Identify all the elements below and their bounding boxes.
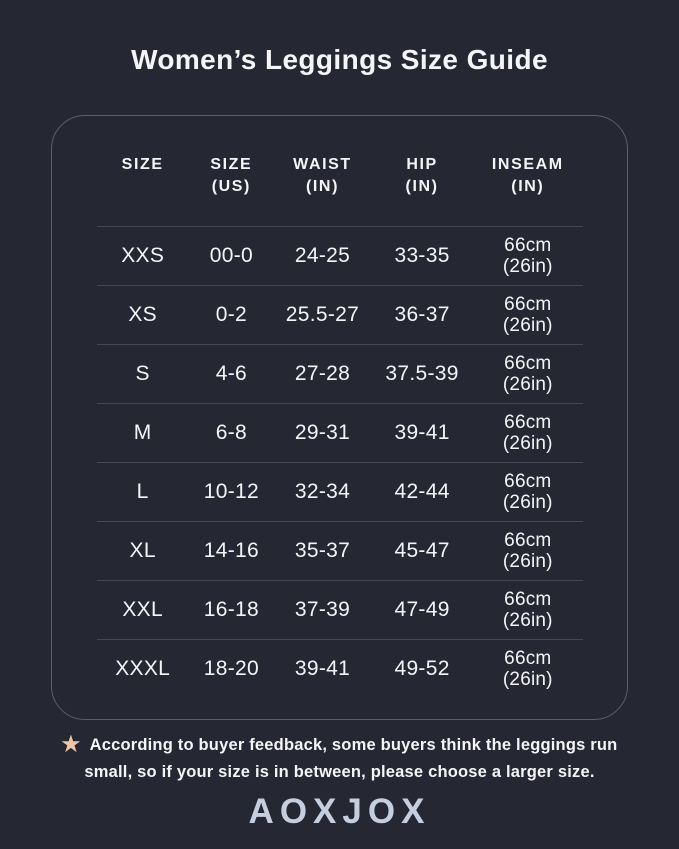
cell-size: XXL — [97, 581, 189, 640]
cell-waist: 24-25 — [274, 227, 371, 286]
cell-size-us: 6-8 — [189, 404, 274, 463]
inseam-cm: 66cm — [504, 471, 552, 492]
cell-size-us: 16-18 — [189, 581, 274, 640]
inseam-in: (26in) — [502, 374, 553, 395]
cell-inseam — [473, 522, 582, 581]
inseam-in: (26in) — [502, 551, 553, 572]
cell-hip: 49-52 — [371, 640, 473, 699]
cell-inseam — [473, 463, 582, 522]
size-table-card — [51, 115, 628, 720]
cell-waist: 37-39 — [274, 581, 371, 640]
column-header-hip — [371, 154, 473, 227]
column-header-size — [97, 154, 189, 227]
inseam-in: (26in) — [502, 669, 553, 690]
inseam-in: (26in) — [502, 492, 553, 513]
cell-hip: 39-41 — [371, 404, 473, 463]
cell-size: S — [97, 345, 189, 404]
table-row-s — [97, 345, 583, 404]
star-icon: ★ — [61, 733, 81, 756]
column-header-line1: SIZE — [210, 156, 253, 173]
column-header-line1: HIP — [406, 156, 438, 173]
inseam-cm: 66cm — [504, 353, 552, 374]
note-text-line2: small, so if your size is in between, please choose a larger size. — [84, 763, 595, 781]
table-row-xxs — [97, 227, 583, 286]
inseam-in: (26in) — [502, 315, 553, 336]
cell-size: L — [97, 463, 189, 522]
cell-inseam — [473, 404, 582, 463]
cell-size-us: 00-0 — [189, 227, 274, 286]
column-header-line1: WAIST — [293, 156, 352, 173]
inseam-cm: 66cm — [504, 294, 552, 315]
cell-size-us: 0-2 — [189, 286, 274, 345]
brand-logo: AOXJOX — [248, 792, 431, 831]
inseam-cm: 66cm — [504, 648, 552, 669]
cell-hip: 33-35 — [371, 227, 473, 286]
cell-hip: 45-47 — [371, 522, 473, 581]
page-title: Women’s Leggings Size Guide — [131, 44, 548, 75]
cell-waist: 32-34 — [274, 463, 371, 522]
cell-size-us: 14-16 — [189, 522, 274, 581]
table-row-xl — [97, 522, 583, 581]
cell-waist: 25.5-27 — [274, 286, 371, 345]
inseam-in: (26in) — [502, 610, 553, 631]
cell-size: XXXL — [97, 640, 189, 699]
cell-size-us: 18-20 — [189, 640, 274, 699]
column-header-line2: (IN) — [511, 178, 545, 195]
cell-size: XL — [97, 522, 189, 581]
cell-size-us: 10-12 — [189, 463, 274, 522]
cell-size-us: 4-6 — [189, 345, 274, 404]
cell-waist: 39-41 — [274, 640, 371, 699]
note-line-1 — [0, 731, 679, 759]
cell-inseam — [473, 227, 582, 286]
cell-hip: 37.5-39 — [371, 345, 473, 404]
cell-inseam — [473, 581, 582, 640]
column-header-line2: (IN) — [405, 178, 439, 195]
table-row-xxl — [97, 581, 583, 640]
table-row-xxxl — [97, 640, 583, 699]
column-header-line1: INSEAM — [491, 156, 564, 173]
table-row-l — [97, 463, 583, 522]
column-header-size-us — [189, 154, 274, 227]
cell-waist: 35-37 — [274, 522, 371, 581]
cell-hip: 42-44 — [371, 463, 473, 522]
cell-size: M — [97, 404, 189, 463]
column-header-line2 — [97, 176, 189, 198]
table-row-m — [97, 404, 583, 463]
column-header-line2: (IN) — [305, 178, 339, 195]
size-table — [97, 154, 583, 698]
inseam-cm: 66cm — [504, 530, 552, 551]
column-header-line1: SIZE — [121, 156, 164, 173]
cell-hip: 36-37 — [371, 286, 473, 345]
column-header-line2: (US) — [211, 178, 251, 195]
inseam-cm: 66cm — [504, 235, 552, 256]
cell-inseam — [473, 640, 582, 699]
note-text-line1: According to buyer feedback, some buyers think the leggings run — [89, 736, 618, 754]
cell-inseam — [473, 345, 582, 404]
table-row-xs — [97, 286, 583, 345]
table-header-row — [97, 154, 583, 227]
cell-size: XS — [97, 286, 189, 345]
cell-size: XXS — [97, 227, 189, 286]
cell-hip: 47-49 — [371, 581, 473, 640]
inseam-cm: 66cm — [504, 589, 552, 610]
inseam-in: (26in) — [502, 433, 553, 454]
cell-waist: 27-28 — [274, 345, 371, 404]
buyer-feedback-note — [0, 731, 679, 786]
cell-waist: 29-31 — [274, 404, 371, 463]
inseam-cm: 66cm — [504, 412, 552, 433]
cell-inseam — [473, 286, 582, 345]
inseam-in: (26in) — [502, 256, 553, 277]
column-header-inseam — [473, 154, 582, 227]
column-header-waist — [274, 154, 371, 227]
